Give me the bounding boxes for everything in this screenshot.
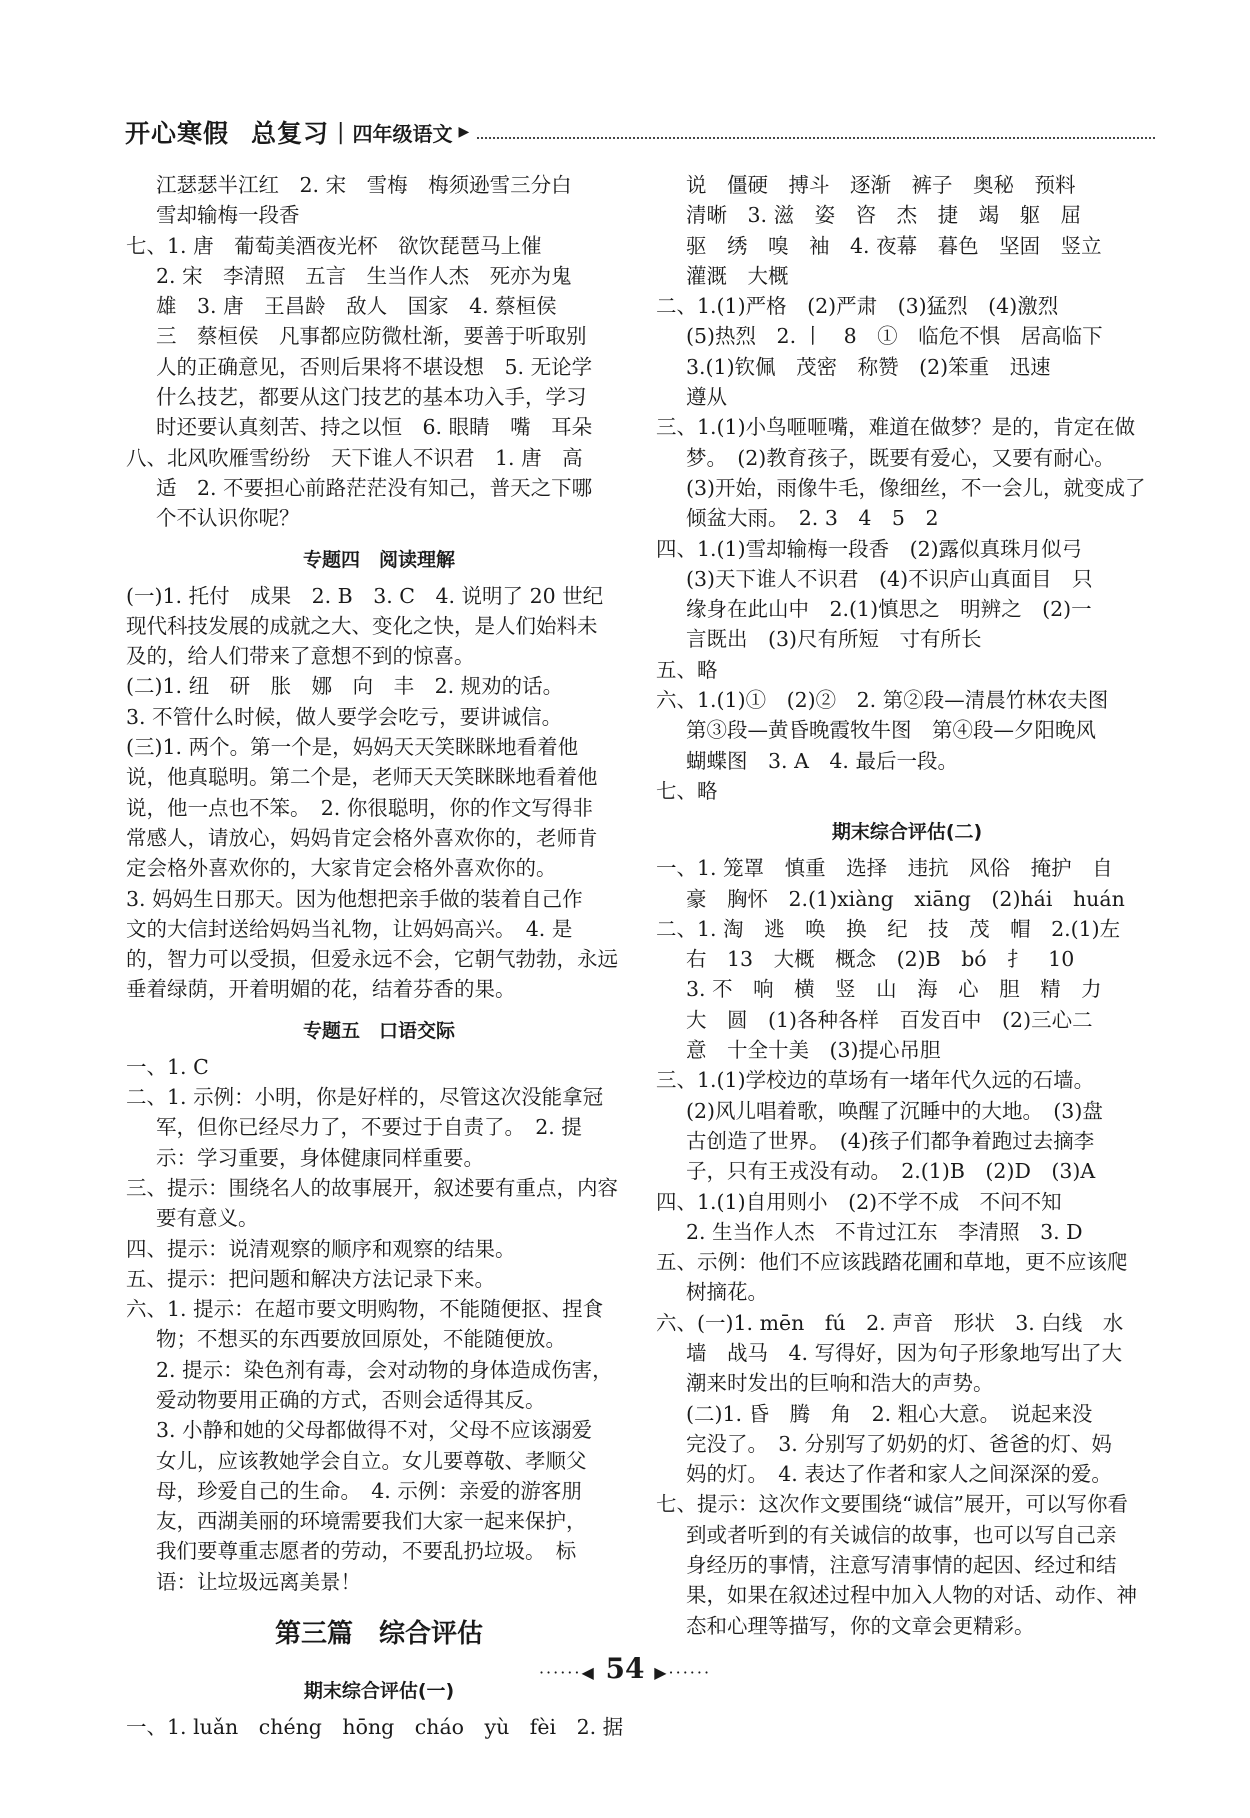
section-heading: 期末综合评估(一) <box>303 1680 455 1703</box>
left-answer-line: (一)1. 托付 成果 2. B 3. C 4. 说明了 20 世纪 <box>126 583 604 608</box>
left-answer-line: 雪却输梅一段香 <box>156 203 300 228</box>
left-answer-line: 三、提示：围绕名人的故事展开，叙述要有重点，内容 <box>126 1175 618 1200</box>
left-answer-line: 说，他一点也不笨。 2. 你很聪明，你的作文写得非 <box>126 795 593 820</box>
left-answer-line: 说，他真聪明。第二个是，老师天天笑眯眯地看着他 <box>126 765 598 790</box>
right-answer-line: 梦。 (2)教育孩子，既要有爱心，又要有耐心。 <box>686 445 1115 470</box>
right-answer-line: 四、1.(1)雪却输梅一段香 (2)露似真珠月似弓 <box>656 536 1083 561</box>
left-answer-line: 时还要认真刻苦、持之以恒 6. 眼睛 嘴 耳朵 <box>156 415 593 440</box>
left-answer-line: 现代科技发展的成就之大、变化之快，是人们始料未 <box>126 613 598 638</box>
left-answer-line: 3. 妈妈生日那天。因为他想把亲手做的装着自己作 <box>126 886 583 911</box>
right-answer-line: 言既出 (3)尺有所短 寸有所长 <box>686 627 982 652</box>
section-heading: 期末综合评估(二) <box>831 821 983 844</box>
right-answer-line: 一、1. 笼罩 慎重 选择 违抗 风俗 掩护 自 <box>656 856 1113 881</box>
right-answer-line: 二、1. 淘 逃 唤 换 纪 技 茂 帽 2.(1)左 <box>656 916 1121 941</box>
left-answer-line: 适 2. 不要担心前路茫茫没有知己，普天之下哪 <box>156 475 593 500</box>
left-answer-line: 爱动物要用正确的方式，否则会适得其反。 <box>156 1387 546 1412</box>
section-heading: 第三篇 综合评估 <box>274 1619 483 1650</box>
right-answer-line: 3.(1)钦佩 茂密 称赞 (2)笨重 迅速 <box>686 354 1051 379</box>
left-answer-line: (二)1. 纽 研 胀 娜 向 丰 2. 规劝的话。 <box>126 674 564 699</box>
right-answer-line: 果，如果在叙述过程中加入人物的对话、动作、神 <box>686 1583 1137 1608</box>
left-answer-line: 军，但你已经尽力了，不要过于自责了。 2. 提 <box>156 1115 582 1140</box>
right-answer-line: 第③段—黄昏晚霞牧牛图 第④段—夕阳晚风 <box>686 718 1096 743</box>
right-answer-line: 清晰 3. 滋 姿 咨 杰 捷 竭 躯 屈 <box>686 203 1082 228</box>
left-answer-line: 要有意义。 <box>156 1206 259 1231</box>
left-answer-line: 语：让垃圾远离美景！ <box>156 1569 361 1594</box>
left-answer-line: 3. 不管什么时候，做人要学会吃亏，要讲诚信。 <box>126 704 563 729</box>
section-heading: 专题五 口语交际 <box>302 1019 455 1042</box>
right-answer-line: 缘身在此山中 2.(1)慎思之 明辨之 (2)一 <box>686 597 1092 622</box>
right-answer-line: 五、略 <box>656 657 718 682</box>
left-answer-line: (三)1. 两个。第一个是，妈妈天天笑眯眯地看着他 <box>126 735 579 760</box>
header-dotted-rule <box>477 137 1155 139</box>
right-answer-line: 二、1.(1)严格 (2)严肃 (3)猛烈 (4)激烈 <box>656 294 1059 319</box>
footer-left-dots: ······◀ <box>538 1663 596 1682</box>
left-answer-line: 3. 小静和她的父母都做得不对，父母不应该溺爱 <box>156 1418 593 1443</box>
right-answer-line: 子，只有王戎没有动。 2.(1)B (2)D (3)A <box>686 1159 1096 1184</box>
header-separator: | <box>337 119 345 145</box>
right-answer-line: (二)1. 昏 腾 角 2. 粗心大意。 说起来没 <box>686 1401 1093 1426</box>
right-answer-line: 意 十全十美 (3)提心吊胆 <box>686 1038 941 1063</box>
left-answer-line: 垂着绿荫，开着明媚的花，结着芬香的果。 <box>126 977 516 1002</box>
right-answer-line: 妈的灯。 4. 表达了作者和家人之间深深的爱。 <box>686 1462 1112 1487</box>
left-answer-line: 五、提示：把问题和解决方法记录下来。 <box>126 1266 495 1291</box>
right-answer-line: 2. 生当作人杰 不肯过江东 李清照 3. D <box>686 1219 1083 1244</box>
left-answer-line: 的，智力可以受损，但爱永远不会，它朝气勃勃，永远 <box>126 947 618 972</box>
left-answer-line: 人的正确意见，否则后果将不堪设想 5. 无论学 <box>156 354 593 379</box>
right-answer-line: 态和心理等描写，你的文章会更精彩。 <box>686 1613 1035 1638</box>
right-answer-line: 墙 战马 4. 写得好，因为句子形象地写出了大 <box>686 1340 1123 1365</box>
right-answer-line: 遵从 <box>686 385 727 410</box>
left-answer-line: 女儿，应该教她学会自立。女儿要尊敬、孝顺父 <box>156 1448 587 1473</box>
left-answer-line: 雄 3. 唐 王昌龄 敌人 国家 4. 蔡桓侯 <box>156 294 557 319</box>
right-answer-line: 七、略 <box>656 778 718 803</box>
right-answer-line: 古创造了世界。 (4)孩子们都争着跑过去摘李 <box>686 1128 1095 1153</box>
page-header <box>125 112 1155 152</box>
left-answer-line: 友，西湖美丽的环境需要我们大家一起来保护， <box>156 1509 587 1534</box>
right-answer-line: 七、提示：这次作文要围绕“诚信”展开，可以写你看 <box>656 1492 1128 1517</box>
left-answer-line: 六、1. 提示：在超市要文明购物，不能随便抠、捏食 <box>126 1297 604 1322</box>
right-answer-line: 豪 胸怀 2.(1)xiàng xiāng (2)hái huán <box>686 886 1125 911</box>
right-answer-line: 驱 绣 嗅 袖 4. 夜幕 暮色 坚固 竖立 <box>686 233 1102 258</box>
subject-label: 四年级语文 <box>352 121 453 146</box>
left-answer-line: 八、北风吹雁雪纷纷 天下谁人不识君 1. 唐 高 <box>126 445 583 470</box>
right-answer-line: 四、1.(1)自用则小 (2)不学不成 不问不知 <box>656 1189 1062 1214</box>
left-answer-line: 什么技艺，都要从这门技艺的基本功入手，学习 <box>156 385 587 410</box>
arrow-right-icon: ▶ <box>458 124 470 140</box>
left-answer-line: 文的大信封送给妈妈当礼物，让妈妈高兴。 4. 是 <box>126 916 573 941</box>
book-title: 开心寒假 总复习 <box>125 119 330 148</box>
right-answer-line: 六、(一)1. mēn fú 2. 声音 形状 3. 白线 水 <box>656 1310 1124 1335</box>
footer-right-dots: ▶······ <box>654 1663 712 1682</box>
right-answer-line: 身经历的事情，注意写清事情的起因、经过和结 <box>686 1553 1117 1578</box>
left-answer-line: 个不认识你呢？ <box>156 506 300 531</box>
right-answer-line: 完没了。 3. 分别写了奶奶的灯、爸爸的灯、妈 <box>686 1431 1112 1456</box>
section-heading: 专题四 阅读理解 <box>302 548 455 571</box>
page-number: 54 <box>605 1652 645 1685</box>
right-answer-line: 3. 不 响 横 竖 山 海 心 胆 精 力 <box>686 977 1102 1002</box>
right-answer-line: 倾盆大雨。 2. 3 4 5 2 <box>686 506 939 531</box>
left-answer-line: 一、1. luǎn chéng hōng cháo yù fèi 2. 据 <box>126 1715 624 1740</box>
right-answer-line: 五、示例：他们不应该践踏花圃和草地，更不应该爬 <box>656 1250 1128 1275</box>
left-answer-line: 2. 宋 李清照 五言 生当作人杰 死亦为鬼 <box>156 263 572 288</box>
right-answer-line: 灌溉 大概 <box>686 263 789 288</box>
right-answer-line: (3)天下谁人不识君 (4)不识庐山真面目 只 <box>686 566 1093 591</box>
page-footer <box>0 1652 1250 1685</box>
right-answer-line: (5)热烈 2. 丨 8 ① 临危不惧 居高临下 <box>686 324 1103 349</box>
right-answer-line: 三、1.(1)小鸟咂咂嘴，难道在做梦？是的，肯定在做 <box>656 415 1136 440</box>
left-answer-line: 三 蔡桓侯 凡事都应防微杜渐，要善于听取别 <box>156 324 587 349</box>
right-answer-line: 蝴蝶图 3. A 4. 最后一段。 <box>686 748 958 773</box>
left-answer-line: 二、1. 示例：小明，你是好样的，尽管这次没能拿冠 <box>126 1085 604 1110</box>
left-answer-line: 一、1. C <box>126 1054 209 1079</box>
left-answer-line: 母，珍爱自己的生命。 4. 示例：亲爱的游客朋 <box>156 1478 582 1503</box>
right-answer-line: 右 13 大概 概念 (2)B bó 扌 10 <box>686 947 1075 972</box>
right-answer-line: 三、1.(1)学校边的草场有一堵年代久远的石墙。 <box>656 1068 1095 1093</box>
right-answer-line: (2)风儿唱着歌，唤醒了沉睡中的大地。 (3)盘 <box>686 1098 1103 1123</box>
left-answer-line: 四、提示：说清观察的顺序和观察的结果。 <box>126 1236 516 1261</box>
left-answer-line: 示：学习重要，身体健康同样重要。 <box>156 1145 484 1170</box>
right-column <box>656 170 1158 1641</box>
right-answer-line: 到或者听到的有关诚信的故事，也可以写自己亲 <box>686 1522 1117 1547</box>
left-answer-line: 定会格外喜欢你的，大家肯定会格外喜欢你的。 <box>126 856 557 881</box>
right-answer-line: 大 圆 (1)各种各样 百发百中 (2)三心二 <box>686 1007 1093 1032</box>
left-answer-line: 我们要尊重志愿者的劳动，不要乱扔垃圾。 标 <box>156 1539 577 1564</box>
left-answer-line: 常感人，请放心，妈妈肯定会格外喜欢你的，老师肯 <box>126 825 598 850</box>
left-answer-line: 七、1. 唐 葡萄美酒夜光杯 欲饮琵琶马上催 <box>126 233 542 258</box>
left-answer-line: 江瑟瑟半江红 2. 宋 雪梅 梅须逊雪三分白 <box>156 173 572 197</box>
right-answer-line: 潮来时发出的巨响和浩大的声势。 <box>686 1371 994 1396</box>
right-answer-line: 树摘花。 <box>686 1280 768 1305</box>
left-answer-line: 及的，给人们带来了意想不到的惊喜。 <box>126 644 475 669</box>
left-answer-line: 2. 提示：染色剂有毒，会对动物的身体造成伤害， <box>156 1357 613 1382</box>
left-answer-line: 物；不想买的东西要放回原处，不能随便放。 <box>156 1327 566 1352</box>
right-answer-line: (3)开始，雨像牛毛，像细丝，不一会儿，就变成了 <box>686 475 1146 500</box>
right-answer-line: 六、1.(1)① (2)② 2. 第②段—清晨竹林农夫图 <box>656 688 1109 713</box>
right-answer-line: 说 僵硬 搏斗 逐渐 裤子 奥秘 预料 <box>686 173 1076 197</box>
left-column <box>126 170 632 1742</box>
